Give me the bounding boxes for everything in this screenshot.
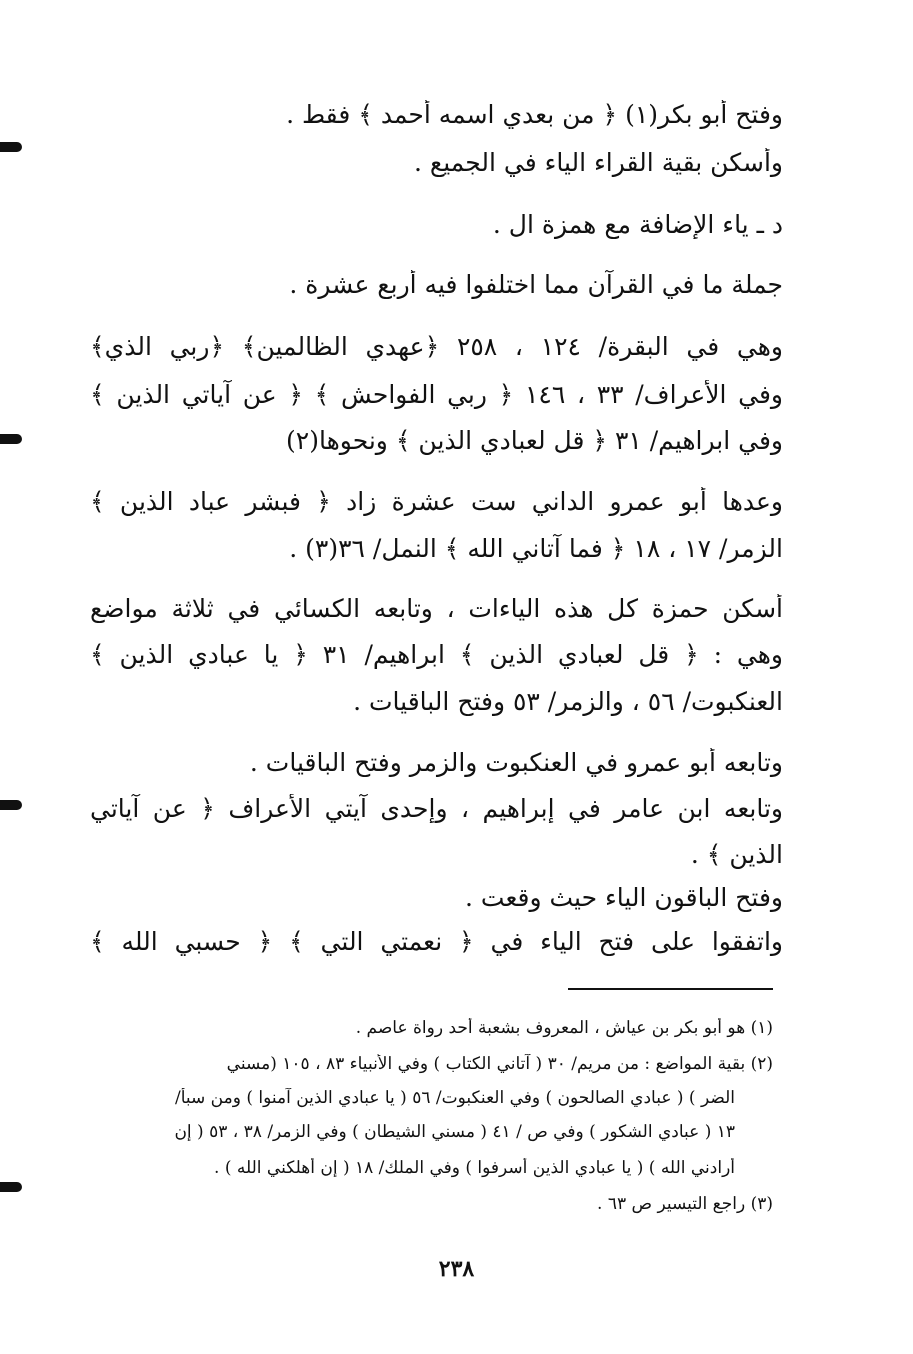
footnote-line: ١٣ ( عبادي الشكور ) وفي ص / ٤١ ( مسني الشيطان ) وفي الزمر/ ٣٨ ، ٥٣ ( إن [174, 1122, 735, 1142]
scan-edge-mark [0, 142, 22, 152]
body-line: أسكن حمزة كل هذه الياءات ، وتابعه الكسائي في ثلاثة مواضع [90, 594, 783, 623]
body-line: وعدها أبو عمرو الداني ست عشرة زاد ﴿ فبشر عباد الذين ﴾ [90, 487, 783, 516]
footnote-line: الضر ) ( عبادي الصالحون ) وفي العنكبوت/ ٥٦ ( يا عبادي الذين آمنوا ) ومن سبأ/ [174, 1088, 735, 1108]
body-line: الزمر/ ١٧ ، ١٨ ﴿ فما آتاني الله ﴾ النمل/ ٣٦(٣) . [289, 534, 783, 563]
body-line: وفتح أبو بكر(١) ﴿ من بعدي اسمه أحمد ﴾ فقط . [286, 100, 783, 129]
body-line: د ـ ياء الإضافة مع همزة ال . [492, 210, 783, 239]
body-line: واتفقوا على فتح الياء في ﴿ نعمتي التي ﴾ ﴿ حسبي الله ﴾ [90, 927, 783, 956]
body-line: وتابعه أبو عمرو في العنكبوت والزمر وفتح الباقيات . [249, 748, 783, 777]
footnote-line: (٢) بقية المواضع : من مريم/ ٣٠ ( آتاني الكتاب ) وفي الأنبياء ٨٣ ، ١٠٥ (مسني [226, 1054, 773, 1074]
body-line: وأسكن بقية القراء الياء في الجميع . [414, 148, 783, 177]
scan-edge-mark [0, 434, 22, 444]
body-line: وتابعه ابن عامر في إبراهيم ، وإحدى آيتي الأعراف ﴿ عن آياتي [90, 794, 783, 823]
footnote-line: (٣) راجع التيسير ص ٦٣ . [597, 1194, 773, 1214]
body-line: وفي ابراهيم/ ٣١ ﴿ قل لعبادي الذين ﴾ ونحوها(٢) [286, 426, 783, 455]
body-line: الذين ﴾ . [690, 840, 783, 869]
body-line: وهي : ﴿ قل لعبادي الذين ﴾ ابراهيم/ ٣١ ﴿ يا عبادي الذين ﴾ [90, 640, 783, 669]
scan-edge-mark [0, 800, 22, 810]
scan-edge-mark [0, 1182, 22, 1192]
body-line: جملة ما في القرآن مما اختلفوا فيه أربع عشرة . [289, 270, 783, 299]
body-line: العنكبوت/ ٥٦ ، والزمر/ ٥٣ وفتح الباقيات . [353, 687, 783, 716]
body-line: وفي الأعراف/ ٣٣ ، ١٤٦ ﴿ ربي الفواحش ﴾ ﴿ عن آياتي الذين ﴾ [90, 380, 783, 409]
body-line: وفتح الباقون الياء حيث وقعت . [465, 883, 783, 912]
body-line: وهي في البقرة/ ١٢٤ ، ٢٥٨ ﴿عهدي الظالمين﴾ ﴿ربي الذي﴾ [90, 332, 783, 361]
page-number: ٢٣٨ [438, 1256, 475, 1282]
footnote-line: أرادني الله ) ( يا عبادي الذين أسرفوا ) وفي الملك/ ١٨ ( إن أهلكني الله ) . [214, 1158, 735, 1178]
footnote-divider [568, 988, 773, 990]
footnote-line: (١) هو أبو بكر بن عياش ، المعروف بشعبة أحد رواة عاصم . [355, 1018, 773, 1038]
